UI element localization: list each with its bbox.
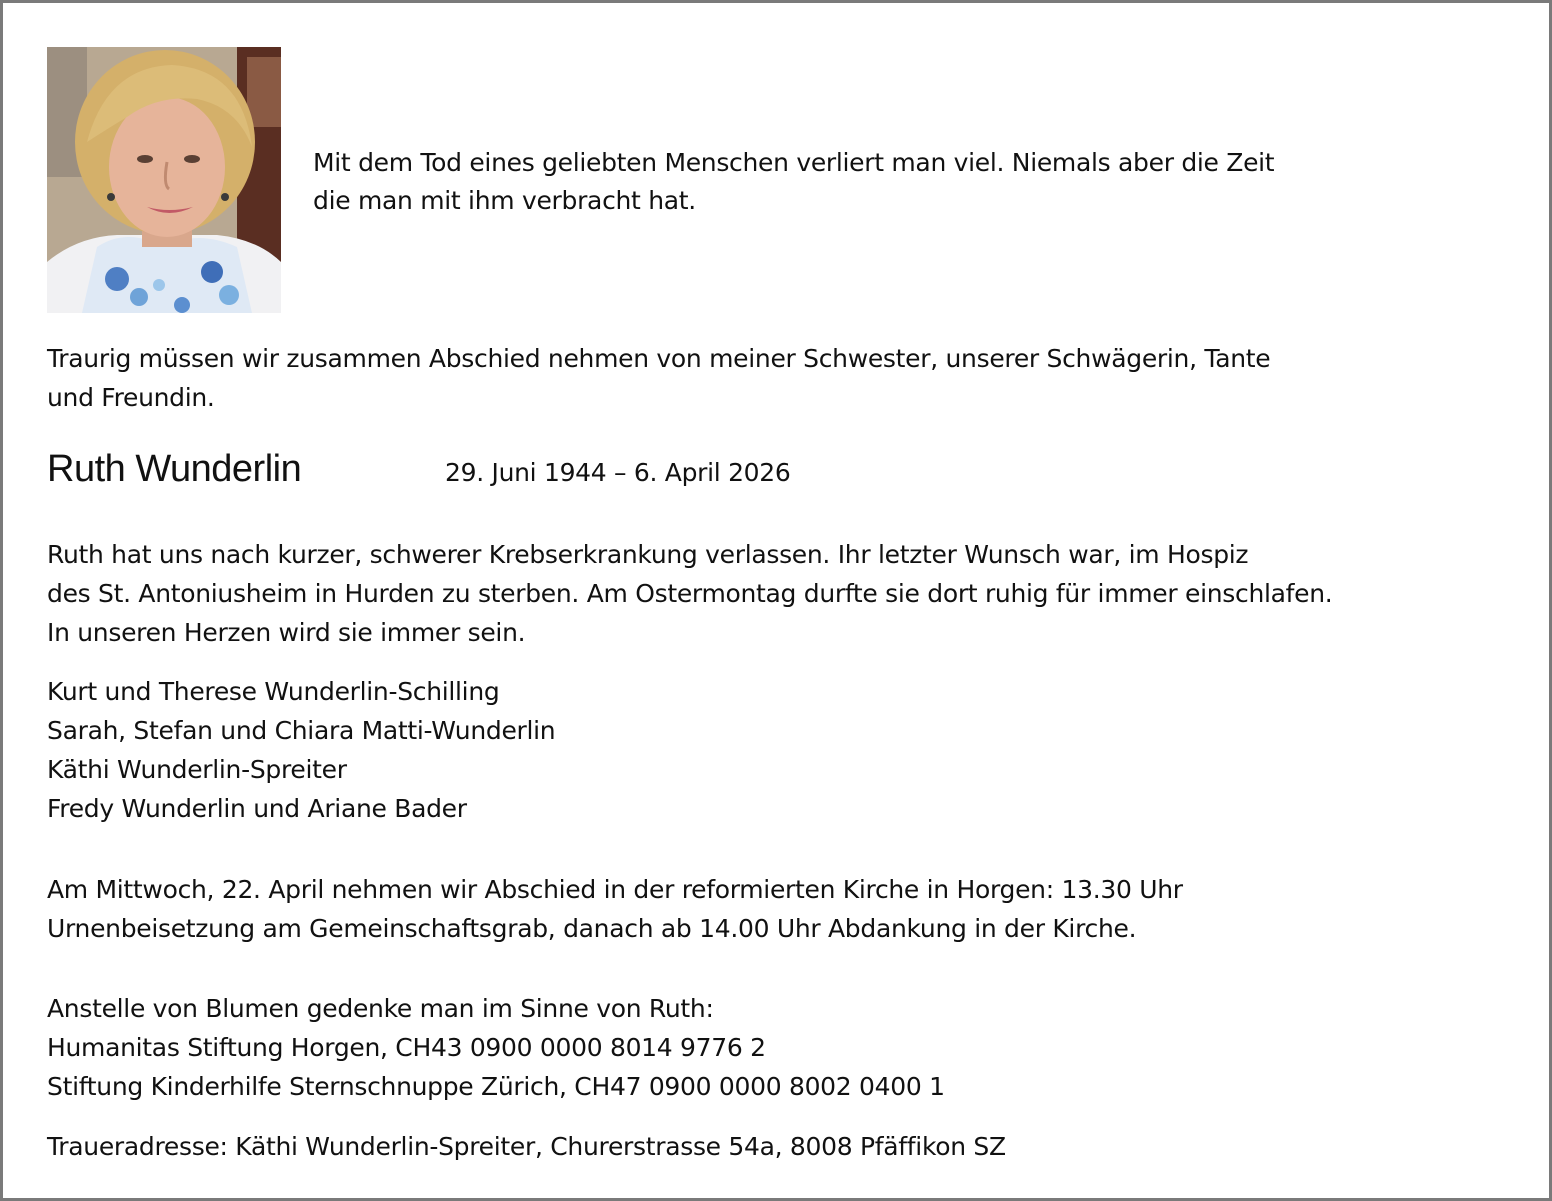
story-line: In unseren Herzen wird sie immer sein.	[47, 618, 526, 647]
motto-line: Mit dem Tod eines geliebten Menschen verliert man viel. Niemals aber die Zeit	[313, 148, 1275, 177]
donation-line: Stiftung Kinderhilfe Sternschnuppe Zürich, CH47 0900 0000 8002 0400 1	[47, 1072, 945, 1101]
mourning-address: Traueradresse: Käthi Wunderlin-Spreiter, Churerstrasse 54a, 8008 Pfäffikon SZ	[47, 1132, 1006, 1161]
portrait-photo	[47, 47, 281, 313]
service-line: Urnenbeisetzung am Gemeinschaftsgrab, danach ab 14.00 Uhr Abdankung in der Kirche.	[47, 914, 1137, 943]
family-list	[47, 672, 555, 828]
family-member: Kurt und Therese Wunderlin-Schilling	[47, 677, 500, 706]
family-member: Sarah, Stefan und Chiara Matti-Wunderlin	[47, 716, 556, 745]
service-info	[47, 870, 1183, 948]
donation-line: Humanitas Stiftung Horgen, CH43 0900 0000 8014 9776 2	[47, 1033, 766, 1062]
service-line: Am Mittwoch, 22. April nehmen wir Abschied in der reformierten Kirche in Horgen: 13.30 Uhr	[47, 875, 1183, 904]
portrait-illustration	[47, 47, 281, 313]
family-member: Fredy Wunderlin und Ariane Bader	[47, 794, 467, 823]
story-paragraph	[47, 535, 1332, 652]
life-dates: 29. Juni 1944 – 6. April 2026	[445, 458, 791, 487]
intro-line: und Freundin.	[47, 383, 215, 412]
intro-line: Traurig müssen wir zusammen Abschied nehmen von meiner Schwester, unserer Schwägerin, Tante	[47, 344, 1271, 373]
story-line: Ruth hat uns nach kurzer, schwerer Krebserkrankung verlassen. Ihr letzter Wunsch war, im Hospiz	[47, 540, 1249, 569]
family-member: Käthi Wunderlin-Spreiter	[47, 755, 347, 784]
motto-line: die man mit ihm verbracht hat.	[313, 186, 696, 215]
deceased-name: Ruth Wunderlin	[47, 448, 302, 490]
donation-line: Anstelle von Blumen gedenke man im Sinne von Ruth:	[47, 994, 714, 1023]
motto-quote	[313, 144, 1274, 220]
donation-info	[47, 989, 945, 1106]
intro-paragraph	[47, 339, 1270, 417]
story-line: des St. Antoniusheim in Hurden zu sterben. Am Ostermontag durfte sie dort ruhig für immer einschlafen.	[47, 579, 1333, 608]
